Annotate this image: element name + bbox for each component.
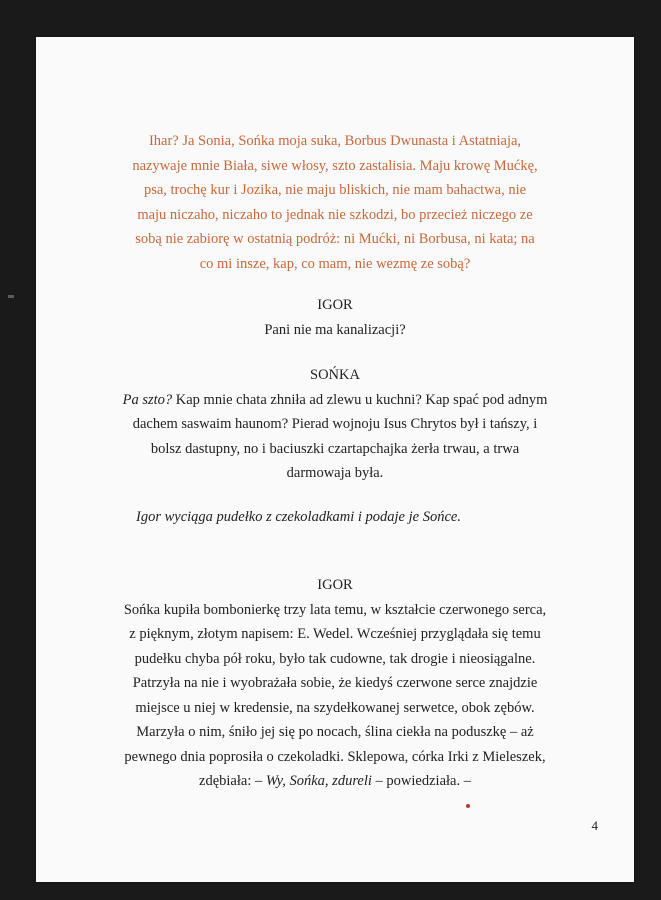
speaker-sonka: SOŃKA [310,367,360,383]
dialogue-text: – powiedziała. – [371,773,471,789]
document-page [36,37,634,882]
scan-speck [8,295,14,298]
stage-direction [136,505,616,530]
dialogue-text: zdębiała: – [199,773,266,789]
speaker-igor: IGOR [317,577,353,593]
dialogue-line: Sońka kupiła bombonierkę trzy lata temu, w kształcie czerwonego serca, [123,601,547,618]
monologue-line: psa, trochę kur i Jozika, nie maju bliskich, nie mam bahactwa, nie [143,182,527,198]
dialogue-line: Patrzyła na nie i wyobrażała sobie, że kiedyś czerwone serce znajdzie [132,675,538,691]
dialogue-text: Kap mnie chata zhniła ad zlewu u kuchni? Kap spać pod adnym [172,391,548,408]
red-dot-mark [466,804,470,808]
italic-phrase: Pa szto? [122,391,173,408]
sonka-dialogue [36,363,634,486]
dialogue-line: z pięknym, złotym napisem: E. Wedel. Wcześniej przyglądała się temu [129,626,541,642]
monologue-orange [36,129,634,276]
dialogue-line: bolsz dastupny, no i baciuszki czartapchajka żerła trwau, a trwa [150,440,520,457]
dialogue-line: pudełku chyba pół roku, było tak cudowne, tak drogie i nieosiągalne. [134,650,536,667]
igor-dialogue-2 [36,573,634,794]
dialogue-line: dachem saswaim haunom? Pierad wojnoju Isus Chrytos był i tańszy, i [132,416,538,432]
dialogue-line: darmowaja była. [286,465,384,481]
dialogue-line: miejsce u niej w kredensie, na szydełkowanej serwetce, obok zębów. [135,699,535,716]
dialogue-line [36,769,634,794]
italic-phrase: Wy, Sońka, zdureli [265,773,372,789]
speaker-igor: IGOR [317,297,353,313]
monologue-line: nazywaje mnie Biała, siwe włosy, szto zastalisia. Maju krowę Mućkę, [132,157,538,174]
monologue-line: co mi insze, kap, co mam, nie wezmę ze sobą? [199,255,471,272]
dialogue-line: Marzyła o nim, śniło jej się po nocach, ślina ciekła na poduszkę – aż [136,724,534,740]
igor-dialogue-1 [36,293,634,342]
dialogue-line: Pani nie ma kanalizacji? [264,321,406,338]
dialogue-line [36,388,634,413]
page-number: 4 [591,818,598,833]
monologue-line: sobą nie zabiorę w ostatnią podróż: ni Mućki, ni Borbusa, ni kata; na [135,231,535,247]
monologue-line: Ihar? Ja Sonia, Sońka moja suka, Borbus Dwunasta i Astatniaja, [148,133,522,149]
monologue-line: maju niczaho, niczaho to jednak nie szkodzi, bo przecież niczego ze [137,206,533,223]
stage-direction-text: Igor wyciąga pudełko z czekoladkami i podaje je Sońce. [136,509,461,525]
dialogue-line: pewnego dnia poprosiła o czekoladki. Sklepowa, córka Irki z Mieleszek, [124,748,546,765]
